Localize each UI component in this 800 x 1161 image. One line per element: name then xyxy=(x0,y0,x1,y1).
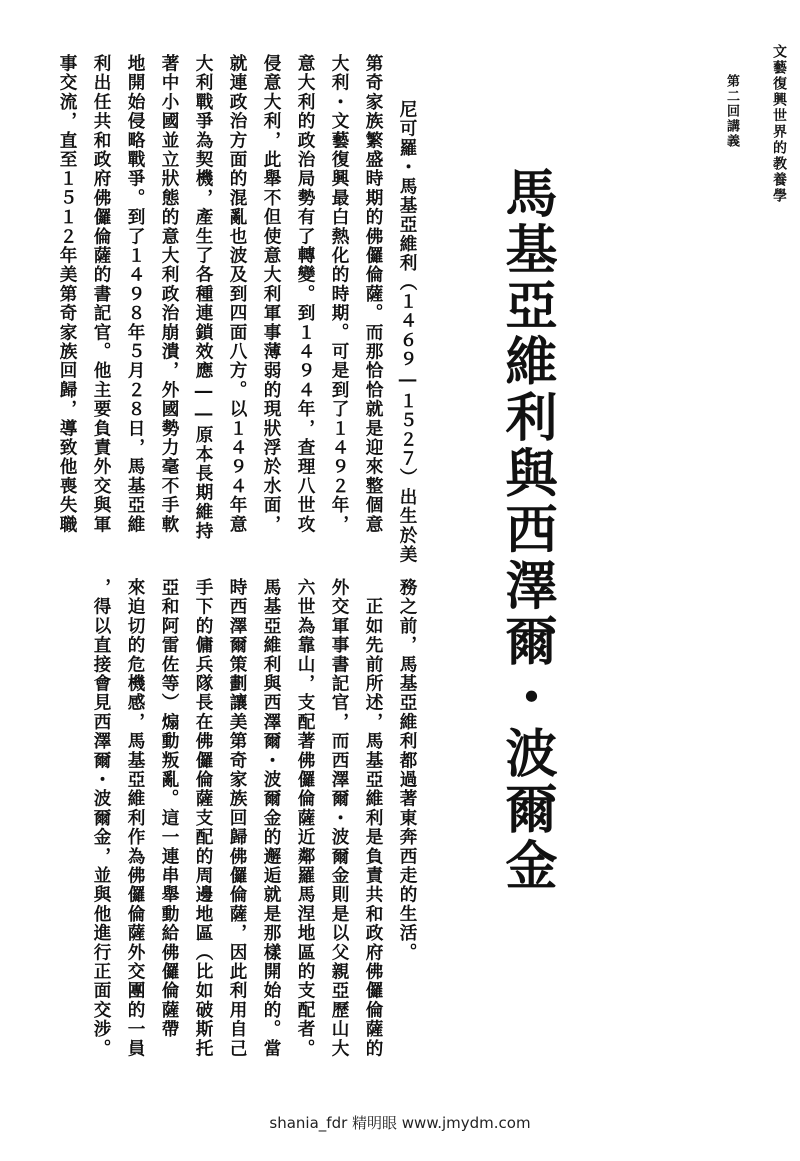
upper-column-1: 尼可羅・馬基亞維利（１４６９―１５２７）出生於美 xyxy=(397,100,418,565)
page-title: 馬基亞維利與西澤爾・波爾金 xyxy=(496,166,557,894)
lower-column-1: 務之前，馬基亞維利都過著東奔西走的生活。 xyxy=(397,578,418,962)
lower-column-6: 時西澤爾策劃讓美第奇家族回歸佛儸倫薩，因此利用自己 xyxy=(227,578,248,1058)
lower-column-10: ，得以直接會見西澤爾・波爾金，並與他進行正面交涉。 xyxy=(91,578,112,1058)
upper-column-9: 地開始侵略戰爭。到了１４９８年５月２８日，馬基亞維 xyxy=(125,54,146,534)
upper-column-5: 侵意大利，此舉不但使意大利軍事薄弱的現狀浮於水面， xyxy=(261,54,282,534)
lower-column-2: 正如先前所述，馬基亞維利是負責共和政府佛儸倫薩的 xyxy=(363,578,384,1058)
upper-column-10: 利出任共和政府佛儸倫薩的書記官。他主要負責外交與軍 xyxy=(91,54,112,534)
watermark-credit: shania_fdr 精明眼 www.jmydm.com xyxy=(269,1114,531,1132)
upper-column-7: 大利戰爭為契機，產生了各種連鎖效應――原本長期維持 xyxy=(193,54,214,541)
lower-column-9: 來迫切的危機感，馬基亞維利作為佛儸倫薩外交團的一員 xyxy=(125,578,146,1058)
upper-column-6: 就連政治方面的混亂也波及到四面八方。以１４９４年意 xyxy=(227,54,248,534)
lower-column-3: 外交軍事書記官，而西澤爾・波爾金則是以父親亞歷山大 xyxy=(329,578,350,1058)
upper-column-8: 著中小國並立狀態的意大利政治崩潰，外國勢力毫不手軟 xyxy=(159,54,180,534)
lower-column-8: 亞和阿雷佐等）煽動叛亂。這一連串舉動給佛儸倫薩帶 xyxy=(159,578,180,1039)
upper-column-2: 第奇家族繁盛時期的佛儸倫薩。而那恰恰就是迎來整個意 xyxy=(363,54,384,534)
upper-column-11: 事交流，直至１５１２年美第奇家族回歸，導致他喪失職 xyxy=(57,54,78,534)
chapter-label: 第二回講義 xyxy=(724,74,739,149)
lower-column-4: 六世為靠山，支配著佛儸倫薩近鄰羅馬涅地區的支配者。 xyxy=(295,578,316,1058)
upper-column-3: 大利・文藝復興最白熱化的時期。可是到了１４９２年， xyxy=(329,54,350,534)
lower-column-7: 手下的傭兵隊長在佛儸倫薩支配的周邊地區（比如破斯托 xyxy=(193,578,214,1058)
lower-column-5: 馬基亞維利與西澤爾・波爾金的邂逅就是那樣開始的。當 xyxy=(261,578,282,1058)
series-title: 文藝復興世界的教養學 xyxy=(771,44,787,204)
upper-column-4: 意大利的政治局勢有了轉變。到１４９４年，查理八世攻 xyxy=(295,54,316,534)
